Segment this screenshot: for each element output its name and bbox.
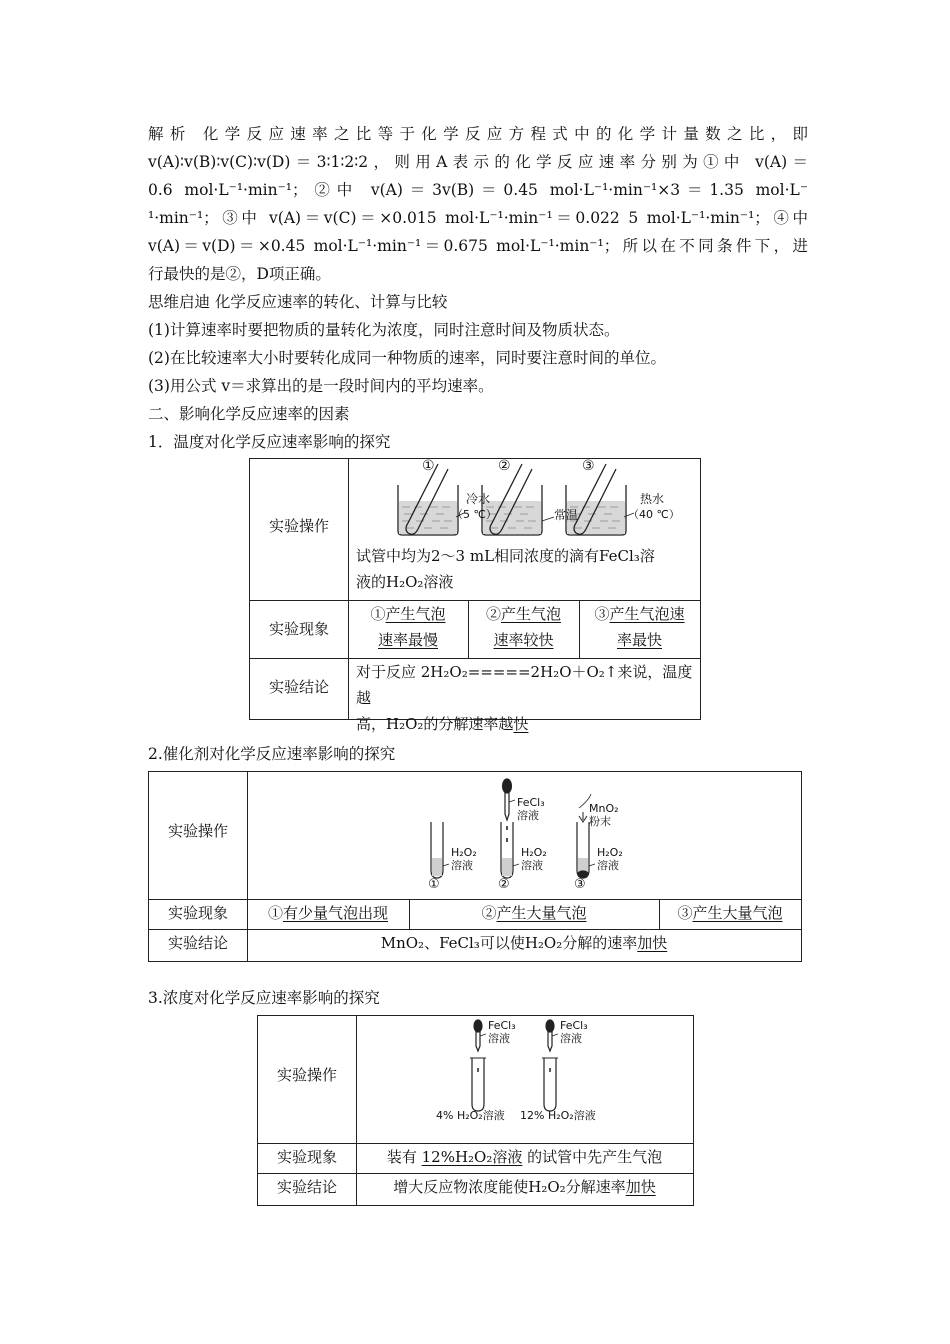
exp1-phenomenon-2-line-1: 产生气泡 [501,605,562,623]
exp3-table [257,1015,694,1206]
exp2-mno2-label [589,802,629,828]
exp2-num-2: ② [498,877,510,892]
exp1-phenomenon-1-num: ① [370,605,386,623]
exp2-tube1-label-l2: 溶液 [451,859,473,872]
exp2-tube3-label-l1: H₂O₂ [597,846,623,859]
exp3-fecl3-label-1-l2: 溶液 [488,1032,510,1045]
exp1-label-conclusion: 实验结论 [268,678,329,696]
exp1-phenomenon-2-num: ② [485,605,501,623]
beaker-num-1: ① [422,458,435,474]
exp1-phenomenon-3-line-1: 产生气泡速 [609,605,685,623]
thinking-item-1: (1)计算速率时要把物质的量转化为浓度，同时注意时间及物质状态。 [148,321,620,339]
analysis-line-4: ¹·min⁻¹；③中 v(A)＝v(C)＝×0.015 mol·L⁻¹·min⁻¹＝0.022 5 mol·L⁻¹·min⁻¹；④中 [148,209,808,227]
exp3-tube-label-2: 12% H₂O₂溶液 [520,1109,596,1122]
exp1-phenomenon-2 [468,601,579,653]
exp3-tube-label-1: 4% H₂O₂溶液 [436,1109,505,1122]
exp2-label-operation: 实验操作 [167,822,228,840]
exp1-phenomenon-2-line-2: 速率较快 [493,631,554,649]
exp2-phenomenon-3-num: ③ [677,904,693,922]
exp2-fecl3-label-l2: 溶液 [517,809,539,822]
section-title: 二、影响化学反应速率的因素 [148,405,350,423]
exp2-phenomenon-1 [247,900,409,926]
exp2-phenomenon-1-text: 有少量气泡出现 [283,904,389,922]
exp2-mno2-label-l2: 粉末 [589,815,611,828]
exp3-fecl3-label-1-l1: FeCl₃ [488,1019,516,1032]
exp2-phenomenon-3-text: 产生大量气泡 [692,904,783,922]
thinking-item-2: (2)在比较速率大小时要转化成同一种物质的速率，同时要注意时间的单位。 [148,349,666,367]
label-hot-water: 热水 [640,492,665,506]
exp1-phenomenon-3-line-2: 率最快 [616,631,662,649]
analysis-line-1: 解析 化学反应速率之比等于化学反应方程式中的化学计量数之比，即 [148,125,808,143]
exp2-label-phenomenon: 实验现象 [167,904,228,922]
exp2-conclusion-pre: MnO₂、FeCl₃可以使H₂O₂分解的速率 [380,934,638,952]
analysis-line-6: 行最快的是②，D项正确。 [148,265,331,283]
exp3-phenomenon-pre: 装有 [386,1148,422,1166]
catalyst-figure [419,772,639,898]
exp2-phenomenon-2-num: ② [481,904,497,922]
exp1-phenomenon-3-num: ③ [594,605,610,623]
thinking-item-3: (3)用公式 v＝求算出的是一段时间内的平均速率。 [148,377,494,395]
exp3-phenomenon-key: 12%H₂O₂溶液 [421,1148,523,1166]
analysis-line-3: 0.6 mol·L⁻¹·min⁻¹；②中 v(A)＝3v(B)＝0.45 mol·L⁻¹·min⁻¹×3＝1.35 mol·L⁻ [148,181,808,199]
exp1-conclusion-line-2: 高，H₂O₂的分解速率越 [356,715,514,733]
exp2-tube3-label [597,846,637,872]
exp2-num-1: ① [428,877,440,892]
exp2-tube1-label [451,846,491,872]
exp3-conclusion-pre: 增大反应物浓度能使H₂O₂分解速率 [393,1178,626,1196]
exp3-conclusion-key: 加快 [625,1178,656,1196]
exp1-table [249,458,701,733]
beaker-num-3: ③ [582,458,595,474]
exp2-phenomenon-3 [659,900,801,926]
exp1-conclusion-key: 快 [513,715,529,733]
exp2-num-3: ③ [574,877,586,892]
exp2-tube3-label-l2: 溶液 [597,859,619,872]
exp3-fecl3-label-2-l1: FeCl₃ [560,1019,588,1032]
label-cold-temp: （5 ℃） [452,508,497,521]
label-room-temp: 常温 [554,508,579,522]
exp2-mno2-label-l1: MnO₂ [589,802,619,815]
exp1-phenomenon-1 [348,601,468,653]
exp2-conclusion [247,930,801,956]
exp2-phenomenon-2-text: 产生大量气泡 [496,904,587,922]
exp2-tube2-label-l1: H₂O₂ [521,846,547,859]
exp1-phenomenon-1-line-1: 产生气泡 [385,605,446,623]
exp1-phenomenon-1-line-2: 速率最慢 [377,631,438,649]
beaker-num-2: ② [498,458,511,474]
exp3-phenomenon [356,1144,693,1170]
analysis-line-2: v(A)∶v(B)∶v(C)∶v(D)＝3∶1∶2∶2，则用A表示的化学反应速率分别为①中 v(A)＝ [148,153,808,171]
exp1-conclusion-line-1: 对于反应 2H₂O₂=====2H₂O＋O₂↑来说，温度越 [356,663,693,707]
exp1-phenomenon-3 [579,601,700,653]
exp1-title: 1．温度对化学反应速率影响的探究 [148,433,391,451]
exp2-tube2-label-l2: 溶液 [521,859,543,872]
exp3-label-operation: 实验操作 [276,1066,337,1084]
thinking-title: 思维启迪 化学反应速率的转化、计算与比较 [148,293,448,311]
exp3-phenomenon-post: 的试管中先产生气泡 [522,1148,663,1166]
exp1-label-operation: 实验操作 [268,517,329,535]
exp3-fecl3-label-2 [560,1019,600,1045]
analysis-line-5: v(A)＝v(D)＝×0.45 mol·L⁻¹·min⁻¹＝0.675 mol·L⁻¹·min⁻¹；所以在不同条件下，进 [148,237,808,255]
exp2-phenomenon-2 [409,900,659,926]
exp2-title: 2.催化剂对化学反应速率影响的探究 [148,745,396,763]
exp2-fecl3-label [517,796,557,822]
exp3-fecl3-label-1 [488,1019,528,1045]
exp2-table [148,771,802,962]
exp2-tube2-label [521,846,561,872]
label-cold-water: 冷水 [466,492,491,506]
exp2-label-conclusion: 实验结论 [167,934,228,952]
label-hot-temp: （40 ℃） [628,508,680,521]
exp2-conclusion-key: 加快 [637,934,668,952]
exp2-phenomenon-1-num: ① [267,904,283,922]
exp3-fecl3-label-2-l2: 溶液 [560,1032,582,1045]
exp3-label-phenomenon: 实验现象 [276,1148,337,1166]
exp1-conclusion [356,659,698,737]
exp1-label-phenomenon: 实验现象 [268,620,329,638]
exp2-fecl3-label-l1: FeCl₃ [517,796,545,809]
exp2-tube1-label-l1: H₂O₂ [451,846,477,859]
exp3-conclusion [356,1174,693,1200]
exp3-title: 3.浓度对化学反应速率影响的探究 [148,989,380,1007]
exp1-operation-line-2: 液的H₂O₂溶液 [356,573,454,591]
exp3-label-conclusion: 实验结论 [276,1178,337,1196]
exp1-operation-line-1: 试管中均为2～3 mL相同浓度的滴有FeCl₃溶 [356,547,655,565]
